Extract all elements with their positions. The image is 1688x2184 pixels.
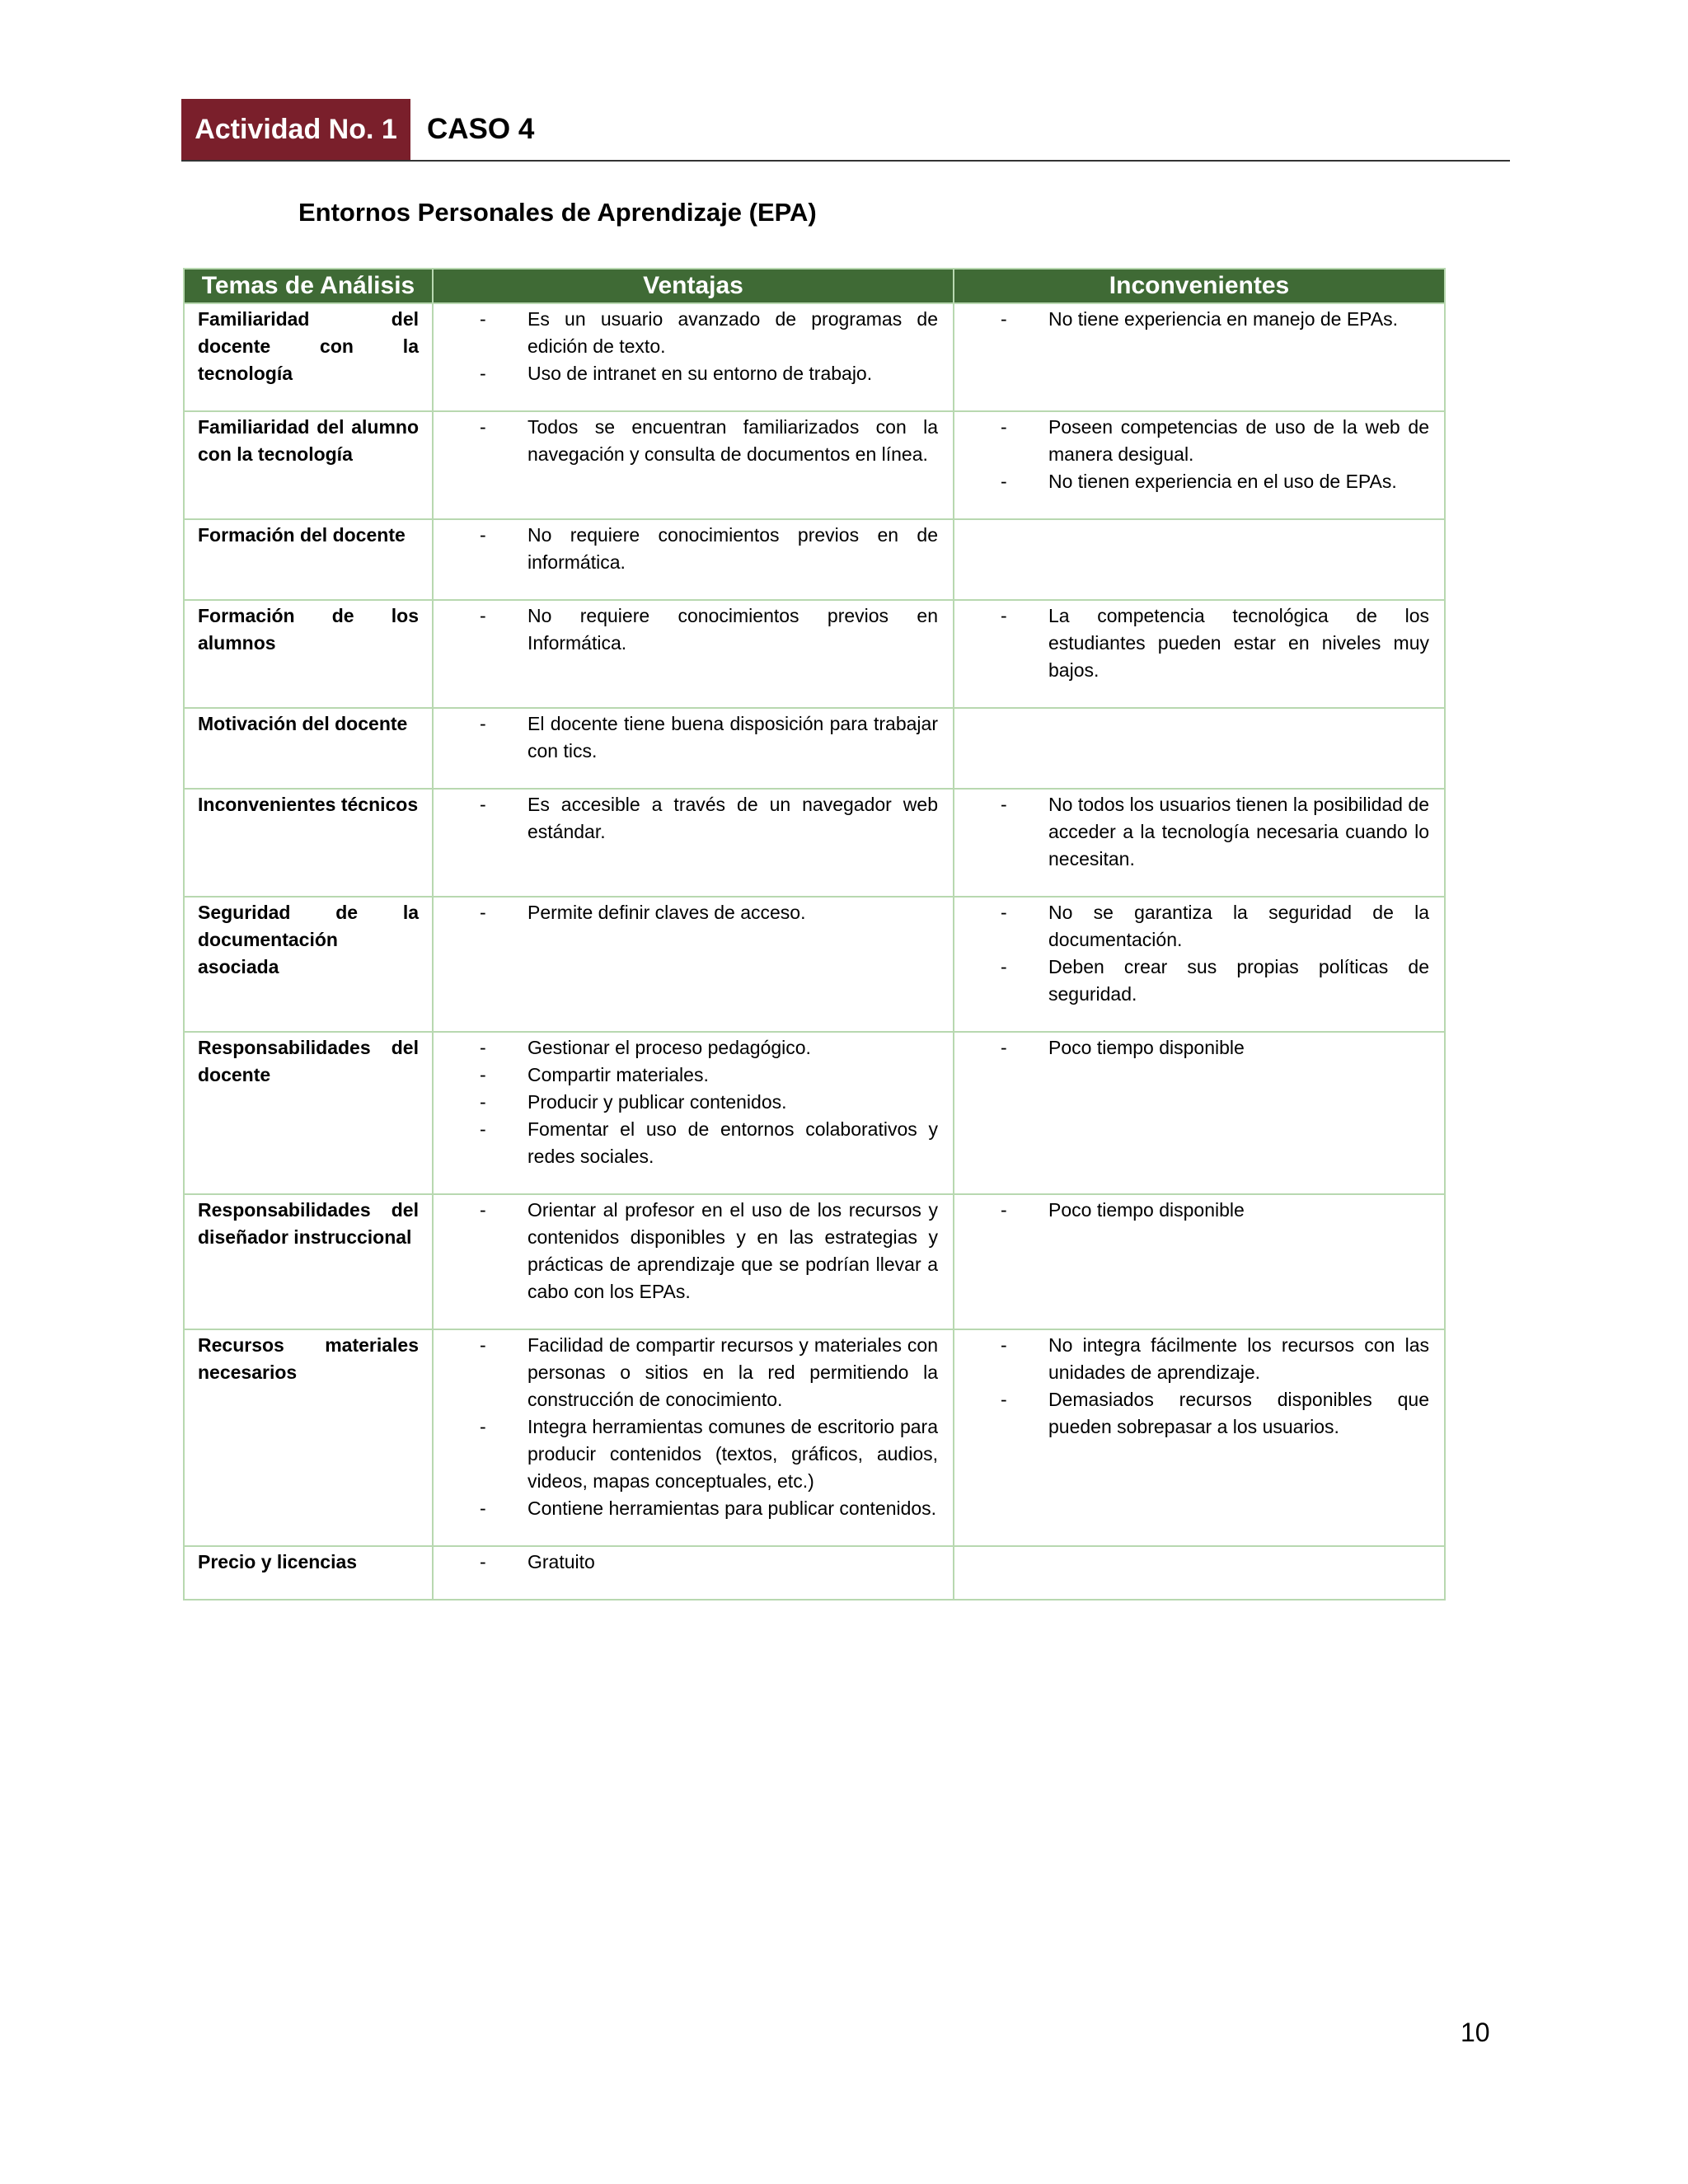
ventajas-list: [480, 710, 938, 765]
bullet-dash: -: [480, 1199, 486, 1221]
ventajas-list: [480, 1332, 938, 1522]
list-item: [1001, 1386, 1429, 1441]
inconvenientes-cell: [954, 1032, 1445, 1194]
inconvenientes-cell: [954, 1546, 1445, 1600]
ventajas-list: [480, 522, 938, 576]
list-item-text: Poseen competencias de uso de la web de manera desigual.: [1048, 416, 1429, 465]
bullet-dash: -: [480, 524, 486, 546]
ventajas-cell: [433, 411, 954, 519]
bullet-dash: -: [1001, 416, 1007, 438]
inconvenientes-list: [1001, 791, 1429, 873]
ventajas-list: [480, 1549, 938, 1576]
table-row: [184, 411, 1445, 519]
table-body: [184, 303, 1445, 1600]
bullet-dash: -: [480, 713, 486, 734]
inconvenientes-cell: [954, 897, 1445, 1032]
list-item-text: El docente tiene buena disposición para trabajar con tics.: [528, 713, 938, 762]
inconvenientes-cell: [954, 1194, 1445, 1329]
list-item-text: No tiene experiencia en manejo de EPAs.: [1048, 308, 1399, 330]
list-item: [480, 414, 938, 468]
table-row: [184, 708, 1445, 789]
ventajas-list: [480, 791, 938, 846]
list-item: [480, 1495, 938, 1522]
ventajas-cell: [433, 897, 954, 1032]
topic-cell: Formación del docente: [184, 519, 433, 600]
bullet-dash: -: [480, 902, 486, 923]
list-item: [480, 1034, 938, 1062]
bullet-dash: -: [480, 1037, 486, 1058]
inconvenientes-cell: [954, 789, 1445, 897]
list-item: [480, 1332, 938, 1413]
table-row: [184, 600, 1445, 708]
inconvenientes-cell: [954, 708, 1445, 789]
ventajas-list: [480, 414, 938, 468]
list-item-text: Es accesible a través de un navegador web estándar.: [528, 794, 938, 842]
list-item: [1001, 791, 1429, 873]
table-row: [184, 1329, 1445, 1546]
table-row: [184, 303, 1445, 411]
topic-cell: Recursos materiales necesarios: [184, 1329, 433, 1546]
ventajas-cell: [433, 1546, 954, 1600]
document-title: Entornos Personales de Aprendizaje (EPA): [298, 198, 817, 227]
list-item: [480, 1549, 938, 1576]
bullet-dash: -: [1001, 605, 1007, 626]
table-row: [184, 1032, 1445, 1194]
list-item: [1001, 899, 1429, 954]
bullet-dash: -: [1001, 471, 1007, 492]
bullet-dash: -: [480, 1064, 486, 1085]
header-topics: Temas de Análisis: [184, 269, 433, 303]
list-item-text: Permite definir claves de acceso.: [528, 902, 806, 923]
bullet-dash: -: [480, 1551, 486, 1572]
bullet-dash: -: [1001, 1389, 1007, 1410]
topic-cell: Motivación del docente: [184, 708, 433, 789]
list-item-text: La competencia tecnológica de los estudiantes pueden estar en niveles muy bajos.: [1048, 605, 1429, 681]
analysis-table: [183, 268, 1446, 1601]
list-item-text: No todos los usuarios tienen la posibilidad de acceder a la tecnología necesaria cuando lo necesitan.: [1048, 794, 1429, 869]
list-item-text: Demasiados recursos disponibles que pueden sobrepasar a los usuarios.: [1048, 1389, 1429, 1437]
topic-cell: Responsabilidades del docente: [184, 1032, 433, 1194]
bullet-dash: -: [480, 1497, 486, 1519]
bullet-dash: -: [1001, 956, 1007, 977]
inconvenientes-list: [1001, 602, 1429, 684]
bullet-dash: -: [1001, 308, 1007, 330]
list-item-text: Uso de intranet en su entorno de trabajo.: [528, 363, 873, 384]
list-item-text: Gratuito: [528, 1551, 595, 1572]
ventajas-cell: [433, 600, 954, 708]
ventajas-list: [480, 1034, 938, 1170]
list-item-text: No se garantiza la seguridad de la documentación.: [1048, 902, 1429, 950]
list-item-text: Gestionar el proceso pedagógico.: [528, 1037, 811, 1058]
list-item-text: Integra herramientas comunes de escritorio para producir contenidos (textos, gráficos, audios, videos, mapas conceptuales, etc.): [528, 1416, 938, 1492]
list-item: [480, 899, 938, 926]
table-row: [184, 1546, 1445, 1600]
header-ventajas: Ventajas: [433, 269, 954, 303]
page-header: [181, 99, 1510, 162]
list-item-text: No tienen experiencia en el uso de EPAs.: [1048, 471, 1397, 492]
ventajas-list: [480, 306, 938, 387]
ventajas-list: [480, 1197, 938, 1305]
inconvenientes-cell: [954, 411, 1445, 519]
ventajas-cell: [433, 789, 954, 897]
list-item: [480, 360, 938, 387]
list-item-text: Orientar al profesor en el uso de los recursos y contenidos disponibles y en las estrategias y prácticas de aprendizaje que se podrían llevar a cabo con los EPAs.: [528, 1199, 938, 1302]
ventajas-cell: [433, 1194, 954, 1329]
analysis-table-container: [183, 268, 1444, 1601]
list-item: [480, 710, 938, 765]
inconvenientes-list: [1001, 899, 1429, 1008]
list-item: [480, 522, 938, 576]
bullet-dash: -: [1001, 1037, 1007, 1058]
case-label: CASO 4: [427, 113, 535, 145]
topic-cell: Familiaridad del alumno con la tecnología: [184, 411, 433, 519]
ventajas-cell: [433, 303, 954, 411]
ventajas-list: [480, 602, 938, 657]
list-item-text: Producir y publicar contenidos.: [528, 1091, 787, 1113]
list-item-text: No integra fácilmente los recursos con las unidades de aprendizaje.: [1048, 1334, 1429, 1383]
topic-cell: Familiaridad del docente con la tecnología: [184, 303, 433, 411]
list-item-text: Deben crear sus propias políticas de seguridad.: [1048, 956, 1429, 1005]
bullet-dash: -: [480, 1118, 486, 1140]
topic-cell: Formación de los alumnos: [184, 600, 433, 708]
inconvenientes-cell: [954, 519, 1445, 600]
list-item: [1001, 468, 1429, 495]
topic-cell: Precio y licencias: [184, 1546, 433, 1600]
header-inconvenientes: Inconvenientes: [954, 269, 1445, 303]
bullet-dash: -: [480, 794, 486, 815]
bullet-dash: -: [480, 363, 486, 384]
topic-cell: Inconvenientes técnicos: [184, 789, 433, 897]
bullet-dash: -: [480, 416, 486, 438]
inconvenientes-list: [1001, 1332, 1429, 1441]
table-header-row: [184, 269, 1445, 303]
bullet-dash: -: [480, 1416, 486, 1437]
list-item: [480, 602, 938, 657]
inconvenientes-list: [1001, 306, 1429, 333]
list-item-text: Todos se encuentran familiarizados con la navegación y consulta de documentos en línea.: [528, 416, 938, 465]
list-item: [1001, 954, 1429, 1008]
table-row: [184, 789, 1445, 897]
table-row: [184, 519, 1445, 600]
list-item: [1001, 414, 1429, 468]
inconvenientes-list: [1001, 1034, 1429, 1062]
list-item: [480, 791, 938, 846]
list-item-text: Poco tiempo disponible: [1048, 1037, 1245, 1058]
list-item: [1001, 1034, 1429, 1062]
list-item: [480, 1413, 938, 1495]
list-item: [1001, 602, 1429, 684]
list-item-text: Es un usuario avanzado de programas de edición de texto.: [528, 308, 938, 357]
list-item-text: Poco tiempo disponible: [1048, 1199, 1245, 1221]
table-row: [184, 1194, 1445, 1329]
list-item-text: Facilidad de compartir recursos y materiales con personas o sitios en la red permitiendo la construcción de conocimiento.: [528, 1334, 938, 1410]
ventajas-list: [480, 899, 938, 926]
inconvenientes-list: [1001, 414, 1429, 495]
list-item-text: No requiere conocimientos previos en de informática.: [528, 524, 938, 573]
list-item-text: No requiere conocimientos previos en Informática.: [528, 605, 938, 654]
list-item: [480, 1197, 938, 1305]
ventajas-cell: [433, 519, 954, 600]
inconvenientes-cell: [954, 600, 1445, 708]
list-item: [1001, 1197, 1429, 1224]
bullet-dash: -: [1001, 1334, 1007, 1356]
list-item-text: Contiene herramientas para publicar contenidos.: [528, 1497, 937, 1519]
inconvenientes-cell: [954, 303, 1445, 411]
list-item: [480, 306, 938, 360]
list-item: [480, 1116, 938, 1170]
list-item: [1001, 306, 1429, 333]
bullet-dash: -: [480, 308, 486, 330]
activity-label: Actividad No. 1: [181, 99, 410, 160]
ventajas-cell: [433, 1329, 954, 1546]
inconvenientes-cell: [954, 1329, 1445, 1546]
topic-cell: Seguridad de la documentación asociada: [184, 897, 433, 1032]
ventajas-cell: [433, 1032, 954, 1194]
page-number: 10: [1461, 2018, 1490, 2047]
bullet-dash: -: [480, 1334, 486, 1356]
table-row: [184, 897, 1445, 1032]
list-item-text: Fomentar el uso de entornos colaborativos y redes sociales.: [528, 1118, 938, 1167]
ventajas-cell: [433, 708, 954, 789]
list-item-text: Compartir materiales.: [528, 1064, 709, 1085]
inconvenientes-list: [1001, 1197, 1429, 1224]
list-item: [480, 1062, 938, 1089]
bullet-dash: -: [480, 1091, 486, 1113]
list-item: [1001, 1332, 1429, 1386]
bullet-dash: -: [1001, 794, 1007, 815]
list-item: [480, 1089, 938, 1116]
topic-cell: Responsabilidades del diseñador instruccional: [184, 1194, 433, 1329]
bullet-dash: -: [480, 605, 486, 626]
bullet-dash: -: [1001, 1199, 1007, 1221]
bullet-dash: -: [1001, 902, 1007, 923]
